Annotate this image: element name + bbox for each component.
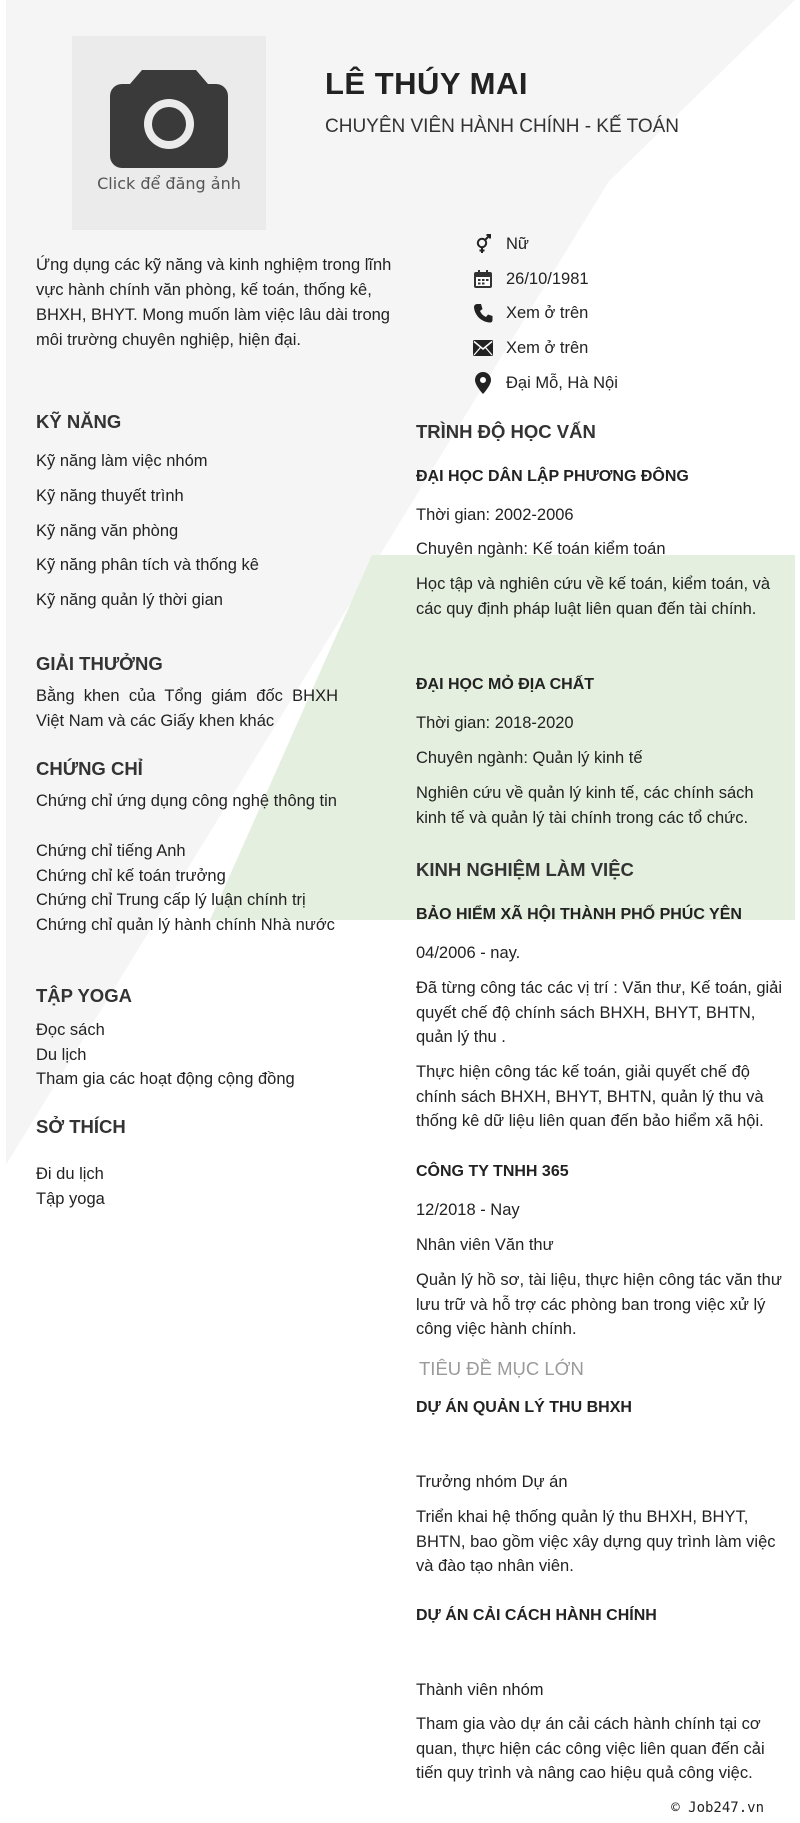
projects-title: TIÊU ĐỀ MỤC LỚN	[419, 1358, 584, 1379]
candidate-name: LÊ THÚY MAI	[325, 66, 528, 101]
work-period: 12/2018 - Nay	[416, 1201, 520, 1219]
work-period: 04/2006 - nay.	[416, 944, 521, 962]
photo-caption: Click để đăng ảnh	[97, 174, 241, 193]
project-role: Thành viên nhóm	[416, 1681, 544, 1699]
contact-email	[472, 336, 588, 360]
photo-upload[interactable]	[72, 36, 266, 230]
awards-text: Bằng khen của Tổng giám đốc BHXH Việt Nam và các Giấy khen khác	[36, 687, 338, 730]
certificate-item: Chứng chỉ ứng dụng công nghệ thông tin	[36, 792, 337, 810]
experience-title: KINH NGHIỆM LÀM VIỆC	[416, 859, 634, 880]
skill-item: Kỹ năng thuyết trình	[36, 487, 184, 505]
education-time: Thời gian: 2002-2006	[416, 506, 574, 524]
yoga-title: TẬP YOGA	[36, 985, 132, 1006]
project-description: Triển khai hệ thống quản lý thu BHXH, BHYT, BHTN, bao gồm việc xây dựng quy trình làm việc và đào tạo nhân viên.	[416, 1508, 776, 1575]
school-name: ĐẠI HỌC DÂN LẬP PHƯƠNG ĐÔNG	[416, 468, 689, 485]
gender-value: Nữ	[506, 234, 529, 253]
skill-item: Kỹ năng văn phòng	[36, 522, 179, 540]
project-role: Trưởng nhóm Dự án	[416, 1473, 568, 1491]
project-name: DỰ ÁN QUẢN LÝ THU BHXH	[416, 1399, 632, 1416]
career-objective: Ứng dụng các kỹ năng và kinh nghiệm trong lĩnh vực hành chính văn phòng, kế toán, thống kê, BHXH, BHYT. Mong muốn làm việc lâu dài trong môi trường chuyên nghiệp, hiện đại.	[36, 256, 392, 349]
work-description: Thực hiện công tác kế toán, giải quyết chế độ chính sách BHXH, BHYT, BHTN, quản lý thu và thống kê dữ liệu liên quan đến bảo hiểm xã hội.	[416, 1063, 764, 1130]
skill-item: Kỹ năng phân tích và thống kê	[36, 556, 259, 574]
gender-icon	[472, 233, 494, 255]
education-major: Chuyên ngành: Kế toán kiểm toán	[416, 540, 666, 558]
hobbies-title: SỞ THÍCH	[36, 1116, 126, 1137]
phone-icon	[472, 302, 494, 324]
education-major: Chuyên ngành: Quản lý kinh tế	[416, 749, 643, 767]
dob-value: 26/10/1981	[506, 269, 589, 288]
skill-item: Kỹ năng quản lý thời gian	[36, 591, 223, 609]
email-icon	[472, 337, 494, 359]
footer-copyright: © Job247.vn	[671, 1800, 764, 1816]
certificate-item: Chứng chỉ kế toán trưởng	[36, 867, 226, 885]
yoga-item: Đọc sách	[36, 1021, 105, 1039]
contact-dob	[472, 267, 589, 291]
work-role: Nhân viên Văn thư	[416, 1236, 554, 1254]
skills-title: KỸ NĂNG	[36, 411, 122, 432]
certificate-item: Chứng chỉ quản lý hành chính Nhà nước	[36, 916, 335, 934]
certificate-item: Chứng chỉ tiếng Anh	[36, 842, 186, 860]
work-description: Đã từng công tác các vị trí : Văn thư, Kế toán, giải quyết chế độ chính sách BHXH, BHYT, BHTN, quản lý thu .	[416, 979, 783, 1046]
work-description: Quản lý hồ sơ, tài liệu, thực hiện công tác văn thư lưu trữ và hỗ trợ các phòng ban trong việc xử lý công việc hành chính.	[416, 1271, 782, 1338]
camera-icon	[110, 64, 228, 168]
yoga-item: Tham gia các hoạt động cộng đồng	[36, 1070, 295, 1088]
calendar-icon	[472, 268, 494, 290]
project-name: DỰ ÁN CẢI CÁCH HÀNH CHÍNH	[416, 1607, 657, 1624]
contact-phone	[472, 301, 588, 325]
certificate-item: Chứng chỉ Trung cấp lý luận chính trị	[36, 891, 306, 909]
email-value: Xem ở trên	[506, 338, 589, 357]
phone-value: Xem ở trên	[506, 303, 589, 322]
education-title: TRÌNH ĐỘ HỌC VẤN	[416, 421, 596, 442]
education-time: Thời gian: 2018-2020	[416, 714, 574, 732]
job-title: CHUYÊN VIÊN HÀNH CHÍNH - KẾ TOÁN	[325, 116, 680, 137]
company-name: BẢO HIỂM XÃ HỘI THÀNH PHỐ PHÚC YÊN	[416, 906, 742, 923]
yoga-item: Du lịch	[36, 1046, 87, 1064]
company-name: CÔNG TY TNHH 365	[416, 1163, 569, 1180]
location-pin-icon	[472, 372, 494, 394]
skill-item: Kỹ năng làm việc nhóm	[36, 452, 208, 470]
project-description: Tham gia vào dự án cải cách hành chính tại cơ quan, thực hiện các công việc liên quan đến cải tiến quy trình và nâng cao hiệu quả công việc.	[416, 1715, 765, 1782]
address-value: Đại Mỗ, Hà Nội	[506, 373, 618, 392]
contact-address	[472, 371, 618, 395]
school-name: ĐẠI HỌC MỎ ĐỊA CHẤT	[416, 676, 595, 693]
hobby-item: Tập yoga	[36, 1190, 105, 1208]
hobby-item: Đi du lịch	[36, 1165, 104, 1183]
education-description: Nghiên cứu về quản lý kinh tế, các chính sách kinh tế và quản lý tài chính trong các tổ chức.	[416, 784, 754, 827]
certificates-title: CHỨNG CHỈ	[36, 758, 143, 779]
awards-title: GIẢI THƯỞNG	[36, 653, 163, 674]
education-description: Học tập và nghiên cứu về kế toán, kiểm toán, và các quy định pháp luật liên quan đến tài chính.	[416, 575, 771, 618]
contact-gender	[472, 232, 529, 256]
